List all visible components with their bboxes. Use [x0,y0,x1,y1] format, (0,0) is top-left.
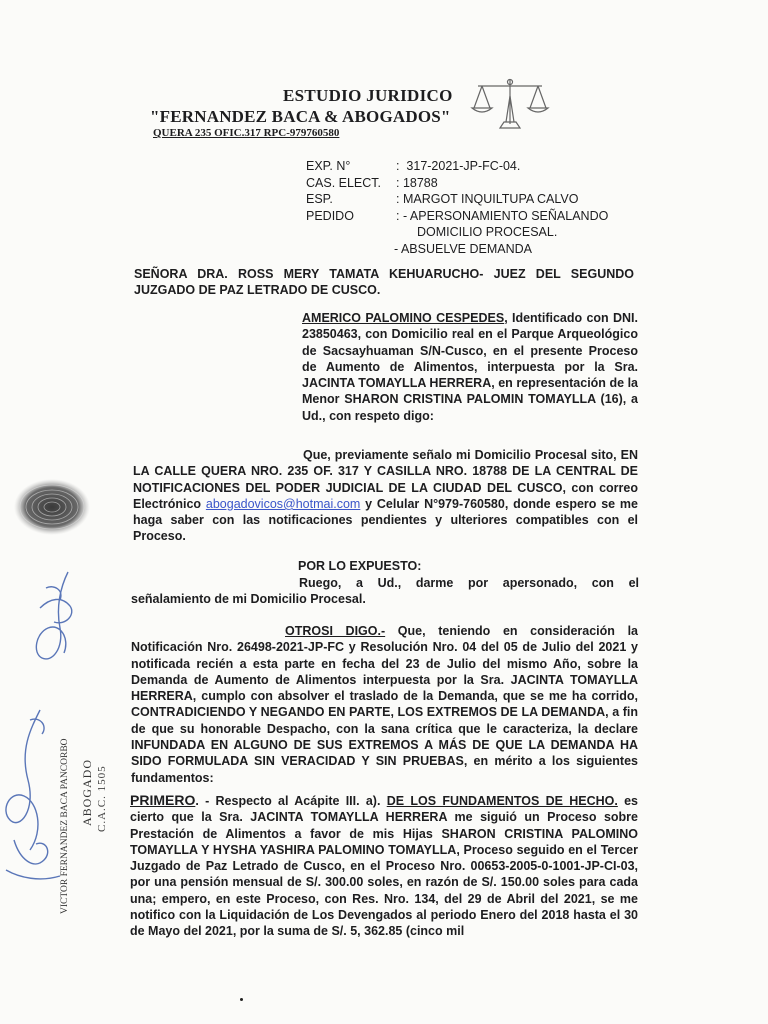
stamp-registration: C.A.C. 1505 [96,765,108,832]
pedido-line-2: DOMICILIO PROCESAL. [417,225,558,239]
domicile-text-end: y Celular N°979-760580, donde espero se me haga saber con las notificaciones pendientes y ulteriores compatibles con el Proceso. [133,496,639,544]
esp-label: ESP. [306,192,333,206]
pedido-label: PEDIDO [306,208,354,223]
fingerprint-image [12,477,92,537]
scales-of-justice-icon [470,76,550,132]
pedido-value: : - APERSONAMIENTO SEÑALANDO [396,208,609,223]
intro-paragraph [302,310,638,424]
primero-text: es cierto que la Sra. JACINTA TOMAYLLA HERRERA me siguió un Proceso sobre Prestación de Alimentos a favor de mis Hijas SHARON CRISTINA PALOMINO TOMAYLLA Y HYSHA YASHIRA PALOMINO TOMAYLLA, Proceso seguido en el Tercer Juzgado de Paz Letrado de Cusco, en el Proceso Nro. 00653-2005-0-1001-JP-CI-03, por una pensión mensual de S/. 300.00 soles, en razón de S/. 150.00 soles para cada una; empero, en este Proceso, con Res. Nro. 134, del 29 de Abril del 2021, se me notifico con la Liquidación de Los Devengados al periodo Enero del 2018 hasta el 30 de Mayo del 2021, por la suma de S/. 5, 362.85 (cinco mil [130,794,638,939]
petitioner-name: AMERICO PALOMINO CESPEDES [302,311,505,325]
exp-label: EXP. N° [306,159,351,173]
primero-paragraph [130,792,638,940]
stamp-name: VICTOR FERNANDEZ BACA PANCORBO [60,738,70,914]
signature-image-top [30,568,80,668]
firm-title: ESTUDIO JURIDICO [283,86,453,105]
primero-mid: . - Respecto al Acápite III. a). [195,794,387,808]
email-link[interactable]: abogadovicos@hotmai.com [205,496,361,511]
intro-text: , Identificado con DNI. 23850463, con Domicilio real en el Parque Arqueológico de Sacsayhuaman S/N-Cusco, en el presente Proceso de Aumento de Alimentos, interpuesta por la Sra. JACINTA TOMAYLLA HERRERA, en representación de la Menor SHARON CRISTINA PALOMIN TOMAYLLA (16), a Ud., con respeto digo: [302,311,638,423]
scan-speck [240,998,243,1001]
primero-heading: PRIMERO [130,792,196,808]
otrosi-paragraph [131,623,638,786]
ruego-paragraph: Ruego, a Ud., darme por apersonado, con el señalamiento de mi Domicilio Procesal. [131,576,639,607]
stamp-role: ABOGADO [80,759,94,826]
exp-value: : 317-2021-JP-FC-04. [396,159,521,173]
pedido-line-3: - ABSUELVE DEMANDA [394,241,533,256]
cas-value: : 18788 [396,175,438,190]
primero-subheading: DE LOS FUNDAMENTOS DE HECHO. [386,794,618,808]
esp-value: : MARGOT INQUILTUPA CALVO [396,192,579,206]
cas-label: CAS. ELECT. [306,175,382,190]
otrosi-text: Que, teniendo en consideración la Notificación Nro. 26498-2021-JP-FC y Resolución Nro. 04 del 05 de Julio del 2021 y notificada recién a esta parte en fecha del 23 de Julio del mismo Año, sobre la Demanda de Aumento de Alimentos interpuesta por la Sra. JACINTA TOMAYLLA HERRERA, cumplo con absolver el traslado de la Demanda, que se me ha corrido, CONTRADICIENDO Y NEGANDO EN PARTE, LOS EXTREMOS DE LA DEMANDA, a fin de que su honorable Despacho, con la sana crítica que le caracteriza, la declare INFUNDADA EN ALGUNO DE SUS EXTREMOS A MÁS DE QUE LA DEMANDA HA SIDO FORMULADA SIN VERACIDAD Y SIN PRUEBAS, en mérito a los siguientes fundamentos: [131,624,638,785]
expuesto-heading: POR LO EXPUESTO: [298,559,422,573]
firm-address: QUERA 235 OFIC.317 RPC-979760580 [153,127,340,139]
addressee: SEÑORA DRA. ROSS MERY TAMATA KEHUARUCHO- JUEZ DEL SEGUNDO JUZGADO DE PAZ LETRADO DE CUSCO. [134,267,634,298]
domicile-paragraph [133,447,638,545]
lawyer-stamp [58,716,118,916]
otrosi-heading: OTROSI DIGO.- [285,624,386,638]
domicile-text-start: Que, previamente señalo mi Domicilio Procesal sito, EN LA CALLE QUERA NRO. 235 OF. 317 Y CASILLA NRO. 18788 DE LA CENTRAL DE NOTIFICACIONES DEL PODER JUDICIAL DE LA CIUDAD DEL CUSCO, con correo Electrónico [133,448,638,511]
firm-name: "FERNANDEZ BACA & ABOGADOS" [150,107,451,126]
case-metadata [306,158,608,257]
